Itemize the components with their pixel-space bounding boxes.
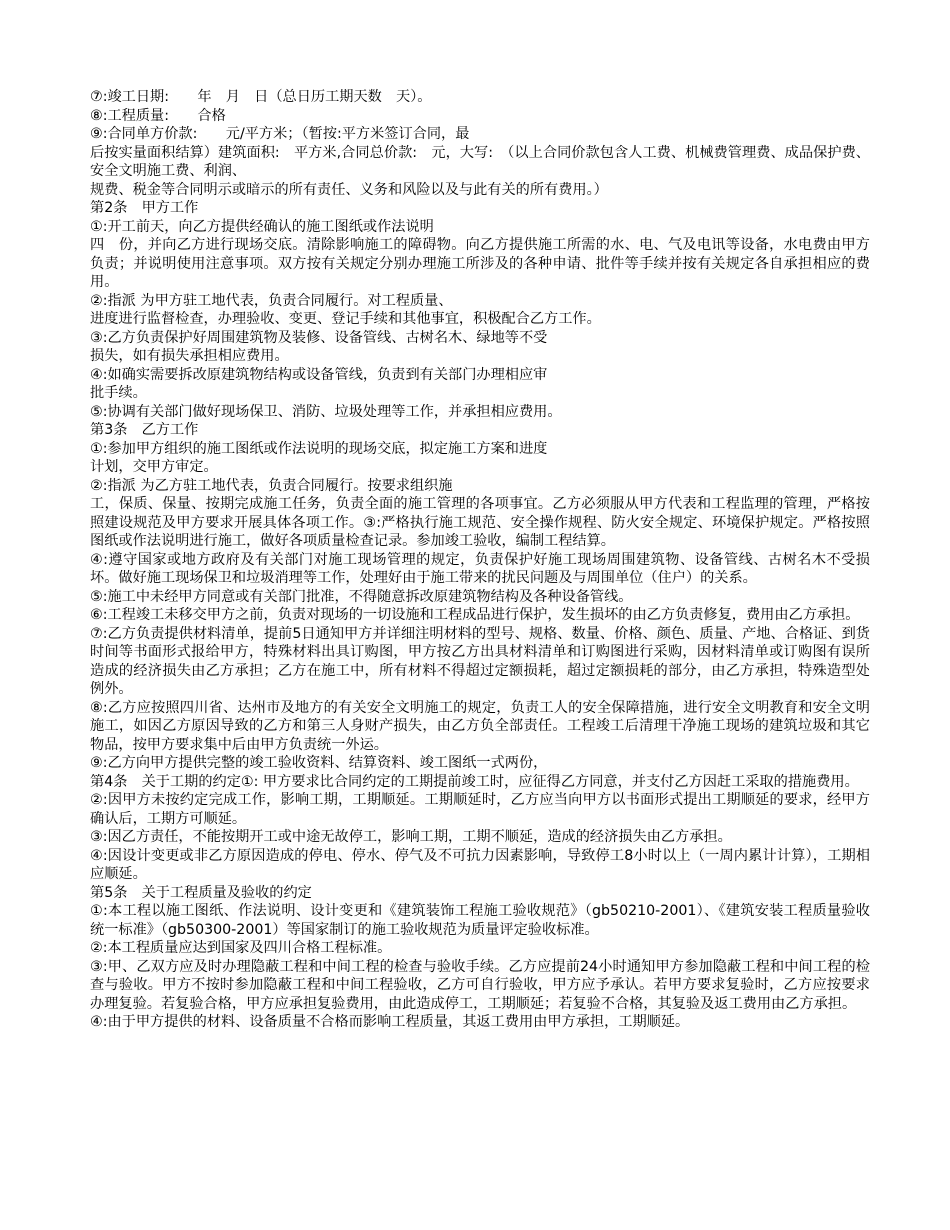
party-b-item-7-paragraph: ⑦:乙方负责提供材料清单，提前5日通知甲方并详细注明材料的型号、规格、数量、价格、颜色、质量、产地、合格证、到货时间等书面形式报给甲方，特殊材料出具订购图，甲方按乙方出具材料清单和订购图进行采购，因材料清单或订购图有误所造成的经济损失由乙方承担；乙方在施工中，所有材料不得超过定额损耗，超过定额损耗的部分，由乙方承担，特殊造型处例外。 xyxy=(90,625,870,697)
party-a-item-2-line: ②:指派 为甲方驻工地代表，负责合同履行。对工程质量、 xyxy=(90,292,453,309)
party-a-item-1-paragraph: 四 份，并向乙方进行现场交底。清除影响施工的障碍物。向乙方提供施工所需的水、电、气及电讯等设备，水电费由甲方负责；并说明使用注意事项。双方按有关规定分别办理施工所涉及的各种申请、批件等手续并按有关规定各自承担相应的费用。 xyxy=(90,237,870,290)
quality-item-2-paragraph: ②:本工程质量应达到国家及四川合格工程标准。 xyxy=(90,940,392,956)
area-price-paragraph: 后按实量面积结算）建筑面积: 平方米,合同总价款: 元，大写: （以上合同价款包含人工费、机械费管理费、成品保护费、安全文明施工费、利润、 xyxy=(90,144,870,179)
completion-date-line: ⑦:竣工日期: 年 月 日（总日历工期天数 天）。 xyxy=(90,89,432,105)
fees-line: 规费、税金等合同明示或暗示的所有责任、义务和风险以及与此有关的所有费用。） xyxy=(90,181,608,198)
quality-item-1-paragraph: ①:本工程以施工图纸、作法说明、设计变更和《建筑装饰工程施工验收规范》（gb50210-2001）、《建筑安装工程质量验收统一标准》（gb50300-2001）等国家制订的施工验收规范为质量评定验收标准。 xyxy=(90,903,870,938)
party-b-item-1-line: ①:参加甲方组织的施工图纸或作法说明的现场交底，拟定施工方案和进度 xyxy=(90,440,548,457)
party-b-item-2-line: ②:指派 为乙方驻工地代表，负责合同履行。按要求组织施 xyxy=(90,477,453,494)
party-a-item-3-cont: 损失，如有损失承担相应费用。 xyxy=(90,348,289,364)
schedule-item-4-paragraph: ④:因设计变更或非乙方原因造成的停电、停水、停气及不可抗力因素影响，导致停工8小时以上（一周内累计计算），工期相应顺延。 xyxy=(90,847,870,882)
party-b-item-6-paragraph: ⑥:工程竣工未移交甲方之前，负责对现场的一切设施和工程成品进行保护，发生损坏的由乙方负责修复，费用由乙方承担。 xyxy=(90,607,860,623)
quality-item-3-paragraph: ③:甲、乙双方应及时办理隐蔽工程和中间工程的检查与验收手续。乙方应提前24小时通知甲方参加隐蔽工程和中间工程的检查与验收。甲方不按时参加隐蔽工程和中间工程验收，乙方可自行验收，甲方应予承认。若甲方要求复验时，乙方应按要求办理复验。若复验合格，甲方应承担复验费用，由此造成停工，工期顺延；若复验不合格，其复验及返工费用由乙方承担。 xyxy=(90,958,870,1012)
party-a-item-5-line: ⑤:协调有关部门做好现场保卫、消防、垃圾处理等工作，并承担相应费用。 xyxy=(90,403,562,420)
article-2-heading: 第2条 甲方工作 xyxy=(90,200,199,216)
party-a-item-2-cont: 进度进行监督检查，办理验收、变更、登记手续和其他事宜，积极配合乙方工作。 xyxy=(90,311,601,327)
party-a-item-1-line: ①:开工前天，向乙方提供经确认的施工图纸或作法说明 xyxy=(90,218,434,235)
schedule-item-3-paragraph: ③:因乙方责任，不能按期开工或中途无故停工，影响工期，工期不顺延，造成的经济损失由乙方承担。 xyxy=(90,829,732,845)
quality-item-4-paragraph: ④:由于甲方提供的材料、设备质量不合格而影响工程质量，其返工费用由甲方承担，工期顺延。 xyxy=(90,1014,690,1030)
party-b-item-9-line: ⑨:乙方向甲方提供完整的竣工验收资料、结算资料、竣工图纸一式两份， xyxy=(90,755,548,771)
contract-document xyxy=(90,88,870,1032)
party-b-item-2-paragraph: 工，保质、保量、按期完成施工任务，负责全面的施工管理的各项事宜。乙方必须服从甲方代表和工程监理的管理，严格按照建设规范及甲方要求开展具体各项工作。③:严格执行施工规范、安全操作规程、防火安全规定、环境保护规定。严格按照图纸或作法说明进行施工，做好各项质量检查记录。参加竣工验收，编制工程结算。 xyxy=(90,496,870,549)
party-a-item-4-line: ④:如确实需要拆改原建筑物结构或设备管线，负责到有关部门办理相应审 xyxy=(90,366,548,383)
article-4-paragraph: 第4条 关于工期的约定①: 甲方要求比合同约定的工期提前竣工时，应征得乙方同意，并支付乙方因赶工采取的措施费用。 xyxy=(90,773,859,790)
party-a-item-3-line: ③:乙方负责保护好周围建筑物及装修、设备管线、古树名木、绿地等不受 xyxy=(90,329,548,346)
party-b-item-4-paragraph: ④:遵守国家或地方政府及有关部门对施工现场管理的规定，负责保护好施工现场周围建筑物、设备管线、古树名木不受损坏。做好施工现场保卫和垃圾消理等工作，处理好由于施工带来的扰民问题及与周围单位（住户）的关系。 xyxy=(90,551,870,586)
schedule-item-2-paragraph: ②:因甲方未按约定完成工作，影响工期，工期顺延。工期顺延时，乙方应当向甲方以书面形式提出工期顺延的要求，经甲方确认后，工期方可顺延。 xyxy=(90,792,870,827)
party-b-item-8-paragraph: ⑧:乙方应按照四川省、达州市及地方的有关安全文明施工的规定，负责工人的安全保障措施，进行安全文明教育和安全文明施工，如因乙方原因导致的乙方和第三人身财产损失，由乙方负全部责任。工程竣工后清理干净施工现场的建筑垃圾和其它物品，按甲方要求集中后由甲方负责统一外运。 xyxy=(90,699,870,753)
party-a-item-4-cont: 批手续。 xyxy=(90,385,147,401)
article-3-heading: 第3条 乙方工作 xyxy=(90,422,199,438)
party-b-item-1-cont: 计划，交甲方审定。 xyxy=(90,459,218,475)
quality-line: ⑧:工程质量: 合格 xyxy=(90,107,226,124)
article-5-heading: 第5条 关于工程质量及验收的约定 xyxy=(90,884,312,901)
party-b-item-5-paragraph: ⑤:施工中未经甲方同意或有关部门批准，不得随意拆改原建筑物结构及各种设备管线。 xyxy=(90,588,633,605)
unit-price-line: ⑨:合同单方价款: 元/平方米；（暂按:平方米签订合同，最 xyxy=(90,126,470,142)
